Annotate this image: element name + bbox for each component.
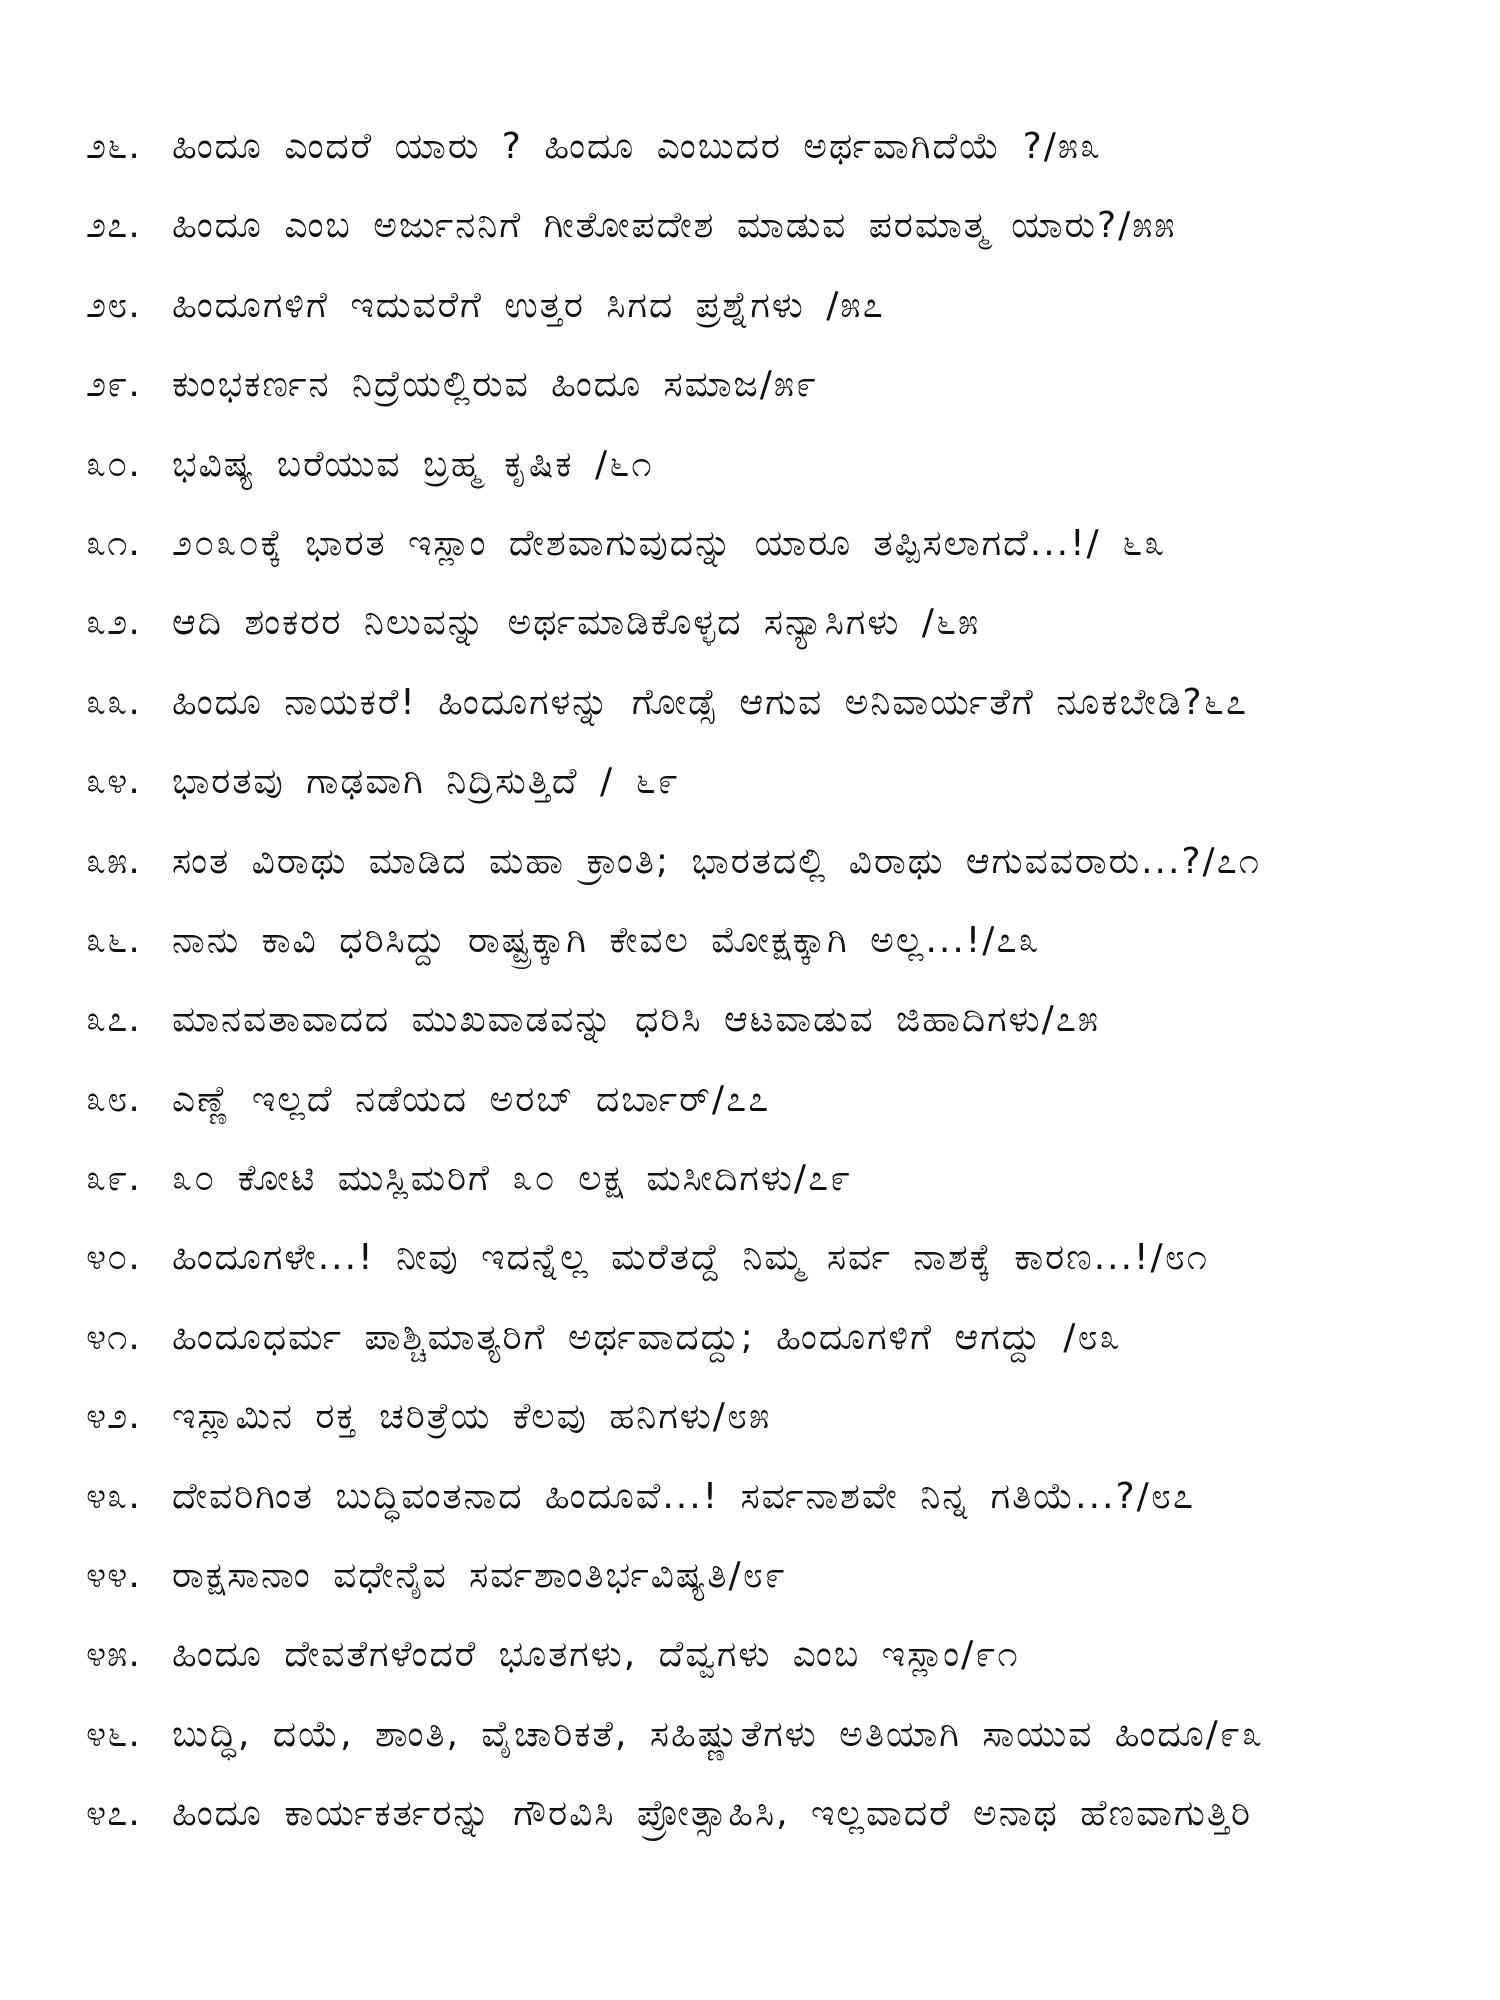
entry-title: ಹಿಂದೂಗಳಿಗೆ ಇದುವರೆಗೆ ಉತ್ತರ ಸಿಗದ ಪ್ರಶ್ನೆಗಳು /೫೭ bbox=[172, 284, 885, 326]
entry-number: ೩೮. bbox=[86, 1078, 141, 1120]
entry-number: ೩೦. bbox=[86, 443, 141, 485]
entry-title: ದೇವರಿಗಿಂತ ಬುದ್ಧಿವಂತನಾದ ಹಿಂದೂವೆ...! ಸರ್ವನಾಶವೇ ನಿನ್ನ ಗತಿಯೆ...?/೮೭ bbox=[172, 1475, 1196, 1517]
entry-title: ಕುಂಭಕರ್ಣನ ನಿದ್ರೆಯಲ್ಲಿರುವ ಹಿಂದೂ ಸಮಾಜ/೫೯ bbox=[172, 364, 819, 406]
toc-entry bbox=[86, 682, 1476, 761]
entry-number: ೩೬. bbox=[86, 919, 141, 961]
entry-number: ೪೬. bbox=[86, 1713, 141, 1755]
entry-title: ಹಿಂದೂ ದೇವತೆಗಳೆಂದರೆ ಭೂತಗಳು, ದೆವ್ವಗಳು ಎಂಬ ಇಸ್ಲಾಂ/೯೧ bbox=[172, 1634, 1020, 1676]
entry-title: ಸಂತ ವಿರಾಥು ಮಾಡಿದ ಮಹಾ ಕ್ರಾಂತಿ; ಭಾರತದಲ್ಲಿ ವಿರಾಥು ಆಗುವವರಾರು...?/೭೧ bbox=[172, 840, 1261, 882]
toc-entry bbox=[86, 999, 1476, 1078]
entry-number: ೩೩. bbox=[86, 681, 141, 723]
entry-number: ೩೪. bbox=[86, 761, 141, 803]
toc-entry bbox=[86, 285, 1476, 364]
entry-number: ೨೯. bbox=[86, 364, 141, 406]
entry-title: ೩೦ ಕೋಟಿ ಮುಸ್ಲಿಮರಿಗೆ ೩೦ ಲಕ್ಷ ಮಸೀದಿಗಳು/೭೯ bbox=[172, 1158, 853, 1200]
toc-entry bbox=[86, 920, 1476, 999]
entry-number: ೪೧. bbox=[86, 1316, 141, 1358]
entry-title: ಭವಿಷ್ಯ ಬರೆಯುವ ಬ್ರಹ್ಮ ಕೃಷಿಕ /೬೧ bbox=[172, 443, 654, 485]
toc-entry bbox=[86, 761, 1476, 840]
entry-number: ೨೬. bbox=[86, 126, 141, 167]
entry-number: ೪೫. bbox=[86, 1634, 141, 1676]
toc-entry bbox=[86, 1793, 1476, 1872]
toc-entry bbox=[86, 523, 1476, 602]
toc-entry bbox=[86, 1079, 1476, 1158]
entry-title: ೨೦೩೦ಕ್ಕೆ ಭಾರತ ಇಸ್ಲಾಂ ದೇಶವಾಗುವುದನ್ನು ಯಾರೂ ತಪ್ಪಿಸಲಾಗದೆ...!/ ೬೩ bbox=[172, 522, 1167, 564]
toc-entry bbox=[86, 1317, 1476, 1396]
toc-entry bbox=[86, 1555, 1476, 1634]
toc-entry bbox=[86, 364, 1476, 443]
toc-entry bbox=[86, 1634, 1476, 1713]
entry-title: ಹಿಂದೂಧರ್ಮ ಪಾಶ್ಚಿಮಾತ್ಯರಿಗೆ ಅರ್ಥವಾದದ್ದು; ಹಿಂದೂಗಳಿಗೆ ಆಗದ್ದು /೮೩ bbox=[172, 1316, 1122, 1358]
entry-number: ೪೪. bbox=[86, 1555, 141, 1597]
entry-title: ಹಿಂದೂ ಎಂಬ ಅರ್ಜುನನಿಗೆ ಗೀತೋಪದೇಶ ಮಾಡುವ ಪರಮಾತ್ಮ ಯಾರು?/೫೫ bbox=[172, 205, 1177, 247]
toc-entry bbox=[86, 1237, 1476, 1316]
toc-entry bbox=[86, 602, 1476, 681]
entry-number: ೪೩. bbox=[86, 1475, 141, 1517]
toc-entry bbox=[86, 444, 1476, 523]
entry-title: ಭಾರತವು ಗಾಢವಾಗಿ ನಿದ್ರಿಸುತ್ತಿದೆ / ೬೯ bbox=[172, 761, 680, 803]
entry-number: ೩೯. bbox=[86, 1158, 141, 1200]
entry-number: ೩೧. bbox=[86, 522, 141, 564]
entry-title: ಮಾನವತಾವಾದದ ಮುಖವಾಡವನ್ನು ಧರಿಸಿ ಆಟವಾಡುವ ಜಿಹಾದಿಗಳು/೭೫ bbox=[172, 999, 1101, 1041]
toc-entry bbox=[86, 1714, 1476, 1793]
entry-title: ನಾನು ಕಾವಿ ಧರಿಸಿದ್ದು ರಾಷ್ಟ್ರಕ್ಕಾಗಿ ಕೇವಲ ಮೋಕ್ಷಕ್ಕಾಗಿ ಅಲ್ಲ...!/೭೩ bbox=[172, 919, 1041, 961]
table-of-contents bbox=[86, 126, 1476, 1907]
entry-title: ರಾಕ್ಷಸಾನಾಂ ವಧೇನೈವ ಸರ್ವಶಾಂತಿರ್ಭವಿಷ್ಯತಿ/೮೯ bbox=[172, 1555, 787, 1597]
entry-number: ೩೫. bbox=[86, 840, 141, 882]
entry-title: ಹಿಂದೂ ಕಾರ್ಯಕರ್ತರನ್ನು ಗೌರವಿಸಿ ಪ್ರೋತ್ಸಾಹಿಸಿ, ಇಲ್ಲವಾದರೆ ಅನಾಥ ಹೆಣವಾಗುತ್ತಿರಿ bbox=[172, 1793, 1252, 1835]
entry-title: ಬುದ್ಧಿ, ದಯೆ, ಶಾಂತಿ, ವೈಚಾರಿಕತೆ, ಸಹಿಷ್ಣುತೆಗಳು ಅತಿಯಾಗಿ ಸಾಯುವ ಹಿಂದೂ/೯೩ bbox=[172, 1713, 1265, 1755]
entry-title: ಇಸ್ಲಾಮಿನ ರಕ್ತ ಚರಿತ್ರೆಯ ಕೆಲವು ಹನಿಗಳು/೮೫ bbox=[172, 1396, 772, 1438]
toc-entry bbox=[86, 1476, 1476, 1555]
entry-number: ೪೨. bbox=[86, 1396, 141, 1438]
entry-title: ಆದಿ ಶಂಕರರ ನಿಲುವನ್ನು ಅರ್ಥಮಾಡಿಕೊಳ್ಳದ ಸನ್ಯಾಸಿಗಳು /೬೫ bbox=[172, 602, 981, 644]
toc-entry bbox=[86, 1873, 1476, 1907]
entry-title: ಹಿಂದೂಗಳೇ...! ನೀವು ಇದನ್ನೆಲ್ಲ ಮರೆತದ್ದೆ ನಿಮ್ಮ ಸರ್ವ ನಾಶಕ್ಕೆ ಕಾರಣ...!/೮೧ bbox=[172, 1237, 1209, 1279]
toc-entry bbox=[86, 205, 1476, 284]
entry-title: ಹಿಂದೂ ನಾಯಕರೆ! ಹಿಂದೂಗಳನ್ನು ಗೋಡ್ಸೆ ಆಗುವ ಅನಿವಾರ್ಯತೆಗೆ ನೂಕಬೇಡಿ?೬೭ bbox=[172, 681, 1248, 723]
entry-number: ೨೭. bbox=[86, 205, 141, 247]
toc-entry bbox=[86, 1158, 1476, 1237]
entry-number: ೨೮. bbox=[86, 284, 141, 326]
entry-number: ೪೭. bbox=[86, 1793, 141, 1835]
entry-title: ಹಿಂದೂ ಎಂದರೆ ಯಾರು ? ಹಿಂದೂ ಎಂಬುದರ ಅರ್ಥವಾಗಿದೆಯೆ ?/೫೩ bbox=[172, 126, 1103, 167]
entry-title: ಎಣ್ಣೆ ಇಲ್ಲದೆ ನಡೆಯದ ಅರಬ್ ದರ್ಬಾರ್/೭೭ bbox=[172, 1078, 771, 1120]
toc-entry bbox=[86, 126, 1476, 205]
entry-number: ೩೭. bbox=[86, 999, 141, 1041]
entry-number: ೪೦. bbox=[86, 1237, 141, 1279]
entry-number: ೩೨. bbox=[86, 602, 141, 644]
toc-entry bbox=[86, 841, 1476, 920]
toc-entry bbox=[86, 1396, 1476, 1475]
